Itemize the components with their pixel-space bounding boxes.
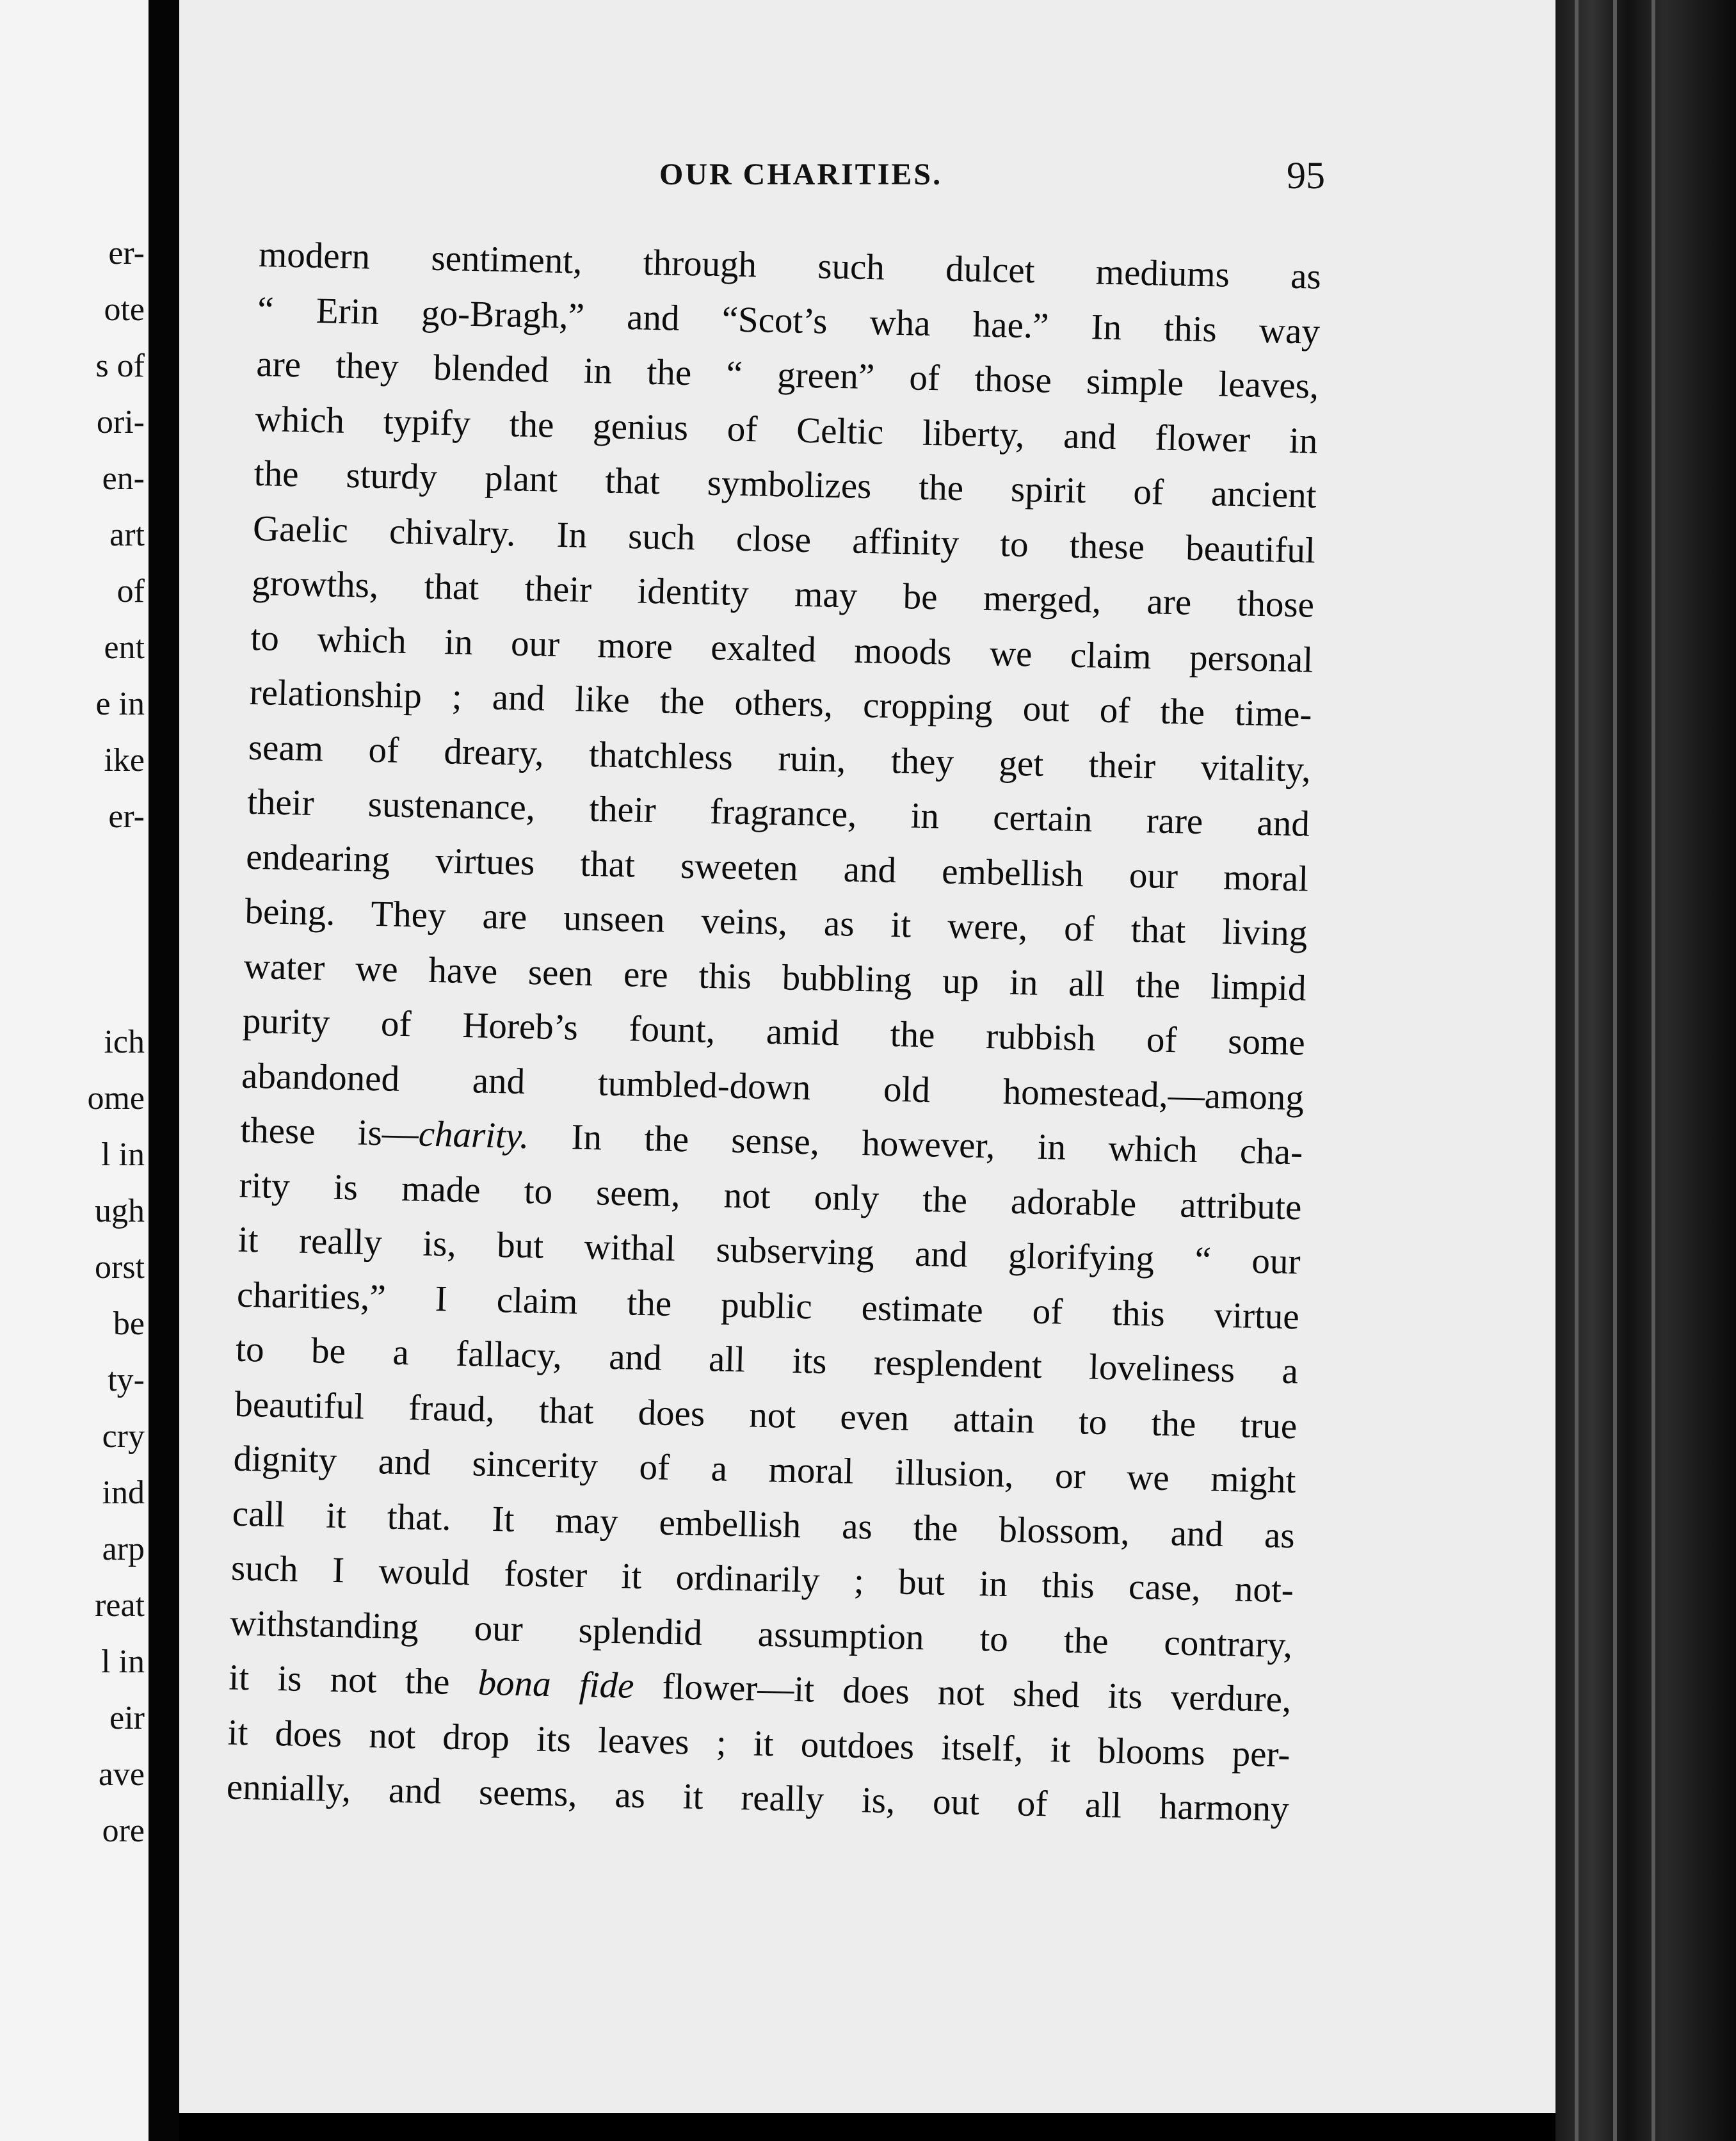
book-gutter — [149, 0, 179, 2141]
left-page-line-fragment: ome — [87, 1080, 145, 1117]
left-page-line-fragment: reat — [95, 1587, 145, 1624]
left-page-line-fragment: er- — [108, 798, 145, 835]
text-run: abandoned and tumbled-down old homestead,—among — [241, 1055, 1305, 1118]
text-run: endearing virtues that sweeten and embellish our moral — [245, 836, 1309, 900]
left-page-line-fragment: ugh — [95, 1193, 145, 1229]
left-page-line-fragment: l in — [101, 1644, 145, 1680]
text-run: to be a fallacy, and all its resplendent loveliness a — [235, 1329, 1299, 1392]
text-run: being. They are unseen veins, as it were, of that living — [244, 891, 1308, 954]
left-page-line-fragment: l in — [101, 1136, 145, 1173]
text-run: their sustenance, their fragrance, in certain rare and — [246, 781, 1310, 844]
text-run: seam of dreary, thatchless ruin, they get their vitality, — [248, 727, 1312, 790]
page-edge-stripe — [1575, 0, 1579, 2141]
left-page-line-fragment: be — [113, 1305, 145, 1342]
left-page-line-fragment: ote — [104, 291, 145, 328]
left-page-line-fragment: eir — [109, 1700, 145, 1736]
text-run: it is not the — [228, 1657, 479, 1703]
text-run: charities,” I claim the public estimate of this virtue — [236, 1274, 1300, 1337]
text-run: water we have seen ere this bubbling up in all the limpid — [243, 946, 1307, 1009]
text-run: relationship ; and like the others, cropping out of the time- — [249, 672, 1313, 735]
page-edge-stripe — [1613, 0, 1617, 2141]
page-edge-stack — [1555, 0, 1736, 2141]
left-page-line-fragment: ave — [98, 1756, 145, 1793]
text-run: it really is, but withal subserving and glorifying “ our — [237, 1219, 1301, 1282]
running-head: OUR CHARITIES. — [659, 158, 943, 191]
left-page-line-fragment: of — [117, 573, 145, 610]
left-page-line-fragment: orst — [95, 1249, 145, 1286]
text-run: ennially, and seems, as it really is, out of all harmony — [226, 1766, 1290, 1830]
italic-text: bona fide — [478, 1662, 635, 1706]
body-text — [226, 227, 1322, 1837]
text-run: to which in our more exalted moods we claim personal — [250, 617, 1314, 681]
text-run: beautiful fraud, that does not even attain to the true — [234, 1384, 1298, 1446]
left-page-line-fragment: ich — [104, 1024, 145, 1060]
text-run: dignity and sincerity of a moral illusion, or we might — [233, 1438, 1297, 1501]
text-run: growths, that their identity may be merged, are those — [251, 562, 1315, 626]
text-run: rity is made to seem, not only the adorable attribute — [239, 1165, 1302, 1227]
text-run: call it that. It may embellish as the blossom, and as — [232, 1493, 1296, 1556]
text-run: it does not drop its leaves ; it outdoes itself, it blooms per- — [227, 1711, 1291, 1775]
left-page-line-fragment: cry — [102, 1418, 145, 1455]
text-run: Gaelic chivalry. In such close affinity to these beautiful — [252, 508, 1316, 571]
previous-page-fragment — [0, 0, 149, 2141]
left-page-line-fragment: ind — [102, 1474, 145, 1511]
text-run: which typify the genius of Celtic liberty, and flower in — [255, 398, 1319, 462]
text-run: withstanding our splendid assumption to the contrary, — [229, 1603, 1293, 1665]
left-page-line-fragment: er- — [108, 235, 145, 271]
page-number: 95 — [1287, 154, 1325, 197]
text-run: the sturdy plant that symbolizes the spirit of ancient — [253, 453, 1317, 516]
italic-text: charity. — [418, 1113, 530, 1157]
page-edge-stripe — [1652, 0, 1655, 2141]
text-run: these is— — [239, 1110, 419, 1154]
left-page-line-fragment: art — [109, 517, 145, 553]
text-run: In the sense, however, in which cha- — [528, 1116, 1303, 1173]
left-page-line-fragment: ore — [102, 1813, 145, 1849]
left-page-line-fragment: ent — [104, 629, 145, 666]
left-page-line-fragment: e in — [95, 686, 145, 722]
text-run: “ Erin go-Bragh,” and “Scot’s wha hae.” In this way — [257, 289, 1321, 352]
left-page-line-fragment: ori- — [96, 404, 145, 440]
left-page-line-fragment: ty- — [108, 1362, 145, 1398]
text-run: purity of Horeb’s fount, amid the rubbish of some — [242, 1000, 1306, 1063]
left-page-line-fragment: ike — [104, 742, 145, 779]
text-run: modern sentiment, through such dulcet mediums as — [258, 234, 1322, 297]
left-page-line-fragment: s of — [95, 348, 145, 384]
left-page-line-fragment: en- — [102, 460, 145, 497]
text-run: such I would foster it ordinarily ; but in this case, not- — [230, 1547, 1294, 1611]
left-page-line-fragment: arp — [102, 1531, 145, 1567]
text-run: flower—it does not shed its verdure, — [633, 1665, 1292, 1720]
text-run: are they blended in the “ green” of those simple leaves, — [255, 343, 1319, 407]
